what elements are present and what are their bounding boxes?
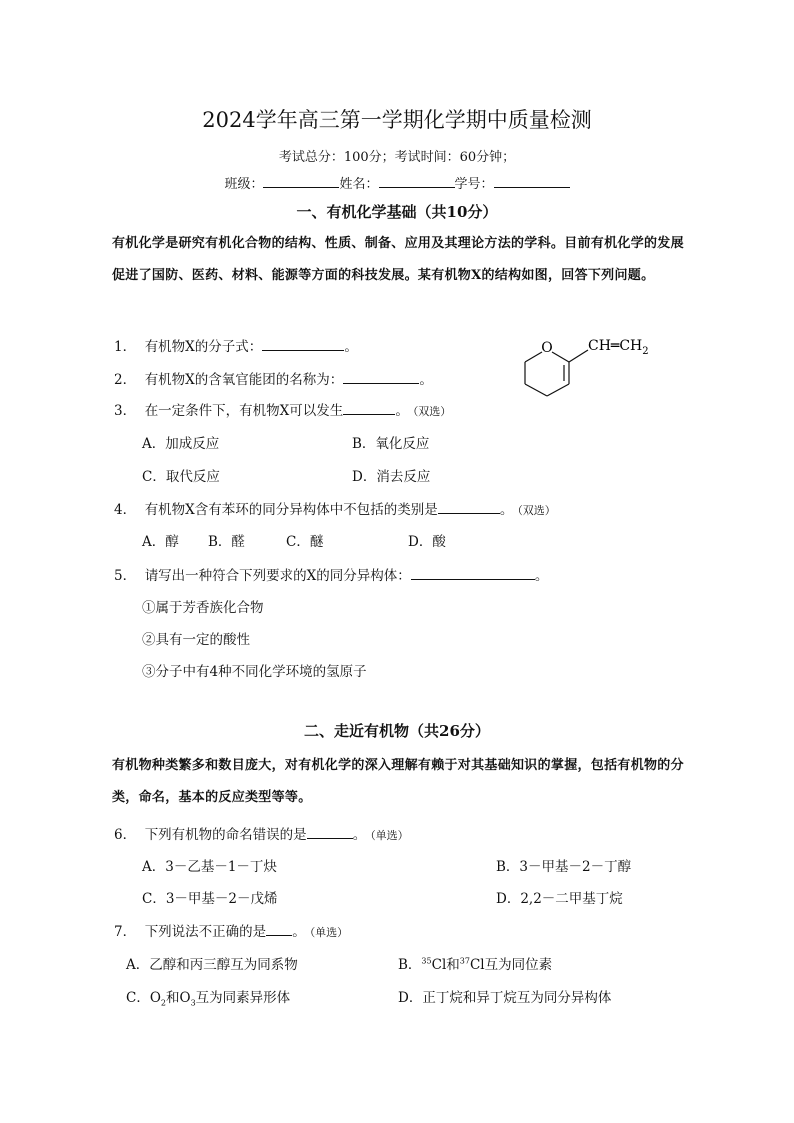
option-7c[interactable] xyxy=(126,986,290,1008)
answer-blank-3[interactable] xyxy=(343,400,395,415)
exam-meta: 考试总分：100分；考试时间：60分钟； xyxy=(278,150,516,165)
section2-intro: 有机物种类繁多和数目庞大，对有机化学的深入理解有赖于对其基础知识的掌握，包括有机物的分类，命名，基本的反应类型等等。 xyxy=(112,758,684,805)
question-7-hint: （单选） xyxy=(309,926,349,939)
question-4-hint: （双选） xyxy=(517,504,556,517)
option-7c-sub-2: 2 xyxy=(160,998,166,1008)
vinyl-group-label xyxy=(588,338,649,357)
option-6d[interactable]: D．2,2－二甲基丁烷 xyxy=(496,891,623,907)
exam-title: 2024学年高三第一学期化学期中质量检测 xyxy=(202,108,592,132)
question-5 xyxy=(114,564,548,584)
question-6-end: 。 xyxy=(352,827,367,843)
question-1-text: 有机物X的分子式： xyxy=(144,339,263,355)
question-3-number: 3． xyxy=(114,403,137,419)
option-3b[interactable]: B．氧化反应 xyxy=(352,436,430,452)
option-7c-mid: 和O xyxy=(166,990,191,1006)
option-7b-mass-37: 37 xyxy=(459,956,470,966)
question-3 xyxy=(114,399,451,419)
option-4d[interactable]: D．酸 xyxy=(408,534,446,550)
condition-3: ③分子中有4种不同化学环境的氢原子 xyxy=(142,664,367,680)
question-7-number: 7． xyxy=(114,924,137,940)
ring-bond-c5-c4 xyxy=(525,384,547,396)
question-4-text: 有机物X含有苯环的同分异构体中不包括的类别是 xyxy=(144,502,438,518)
option-4c[interactable]: C．醚 xyxy=(286,534,324,550)
option-6b[interactable]: B．3－甲基－2－丁醇 xyxy=(496,859,632,875)
option-7b-mass-35: 35 xyxy=(421,956,432,966)
option-7b[interactable] xyxy=(398,953,552,973)
question-6 xyxy=(114,823,409,843)
option-7c-prefix: C．O xyxy=(126,990,161,1006)
question-1-end: 。 xyxy=(344,339,358,355)
question-7 xyxy=(114,920,348,940)
option-3d[interactable]: D．消去反应 xyxy=(352,469,431,485)
section1-heading: 一、有机化学基础（共10分） xyxy=(296,203,498,221)
question-6-hint: （单选） xyxy=(370,829,409,842)
name-label: 姓名： xyxy=(339,177,379,192)
question-2-end: 。 xyxy=(419,372,433,388)
vinyl-subscript: 2 xyxy=(642,346,649,357)
oxygen-atom-label: O xyxy=(541,340,553,356)
answer-blank-7[interactable] xyxy=(266,921,292,936)
class-label: 班级： xyxy=(224,177,264,192)
question-6-text: 下列有机物的命名错误的是 xyxy=(144,827,307,843)
condition-2: ②具有一定的酸性 xyxy=(142,632,250,648)
ring-bond-c4-c3 xyxy=(547,384,569,396)
option-7b-suffix: Cl互为同位素 xyxy=(469,957,553,973)
option-7c-sub-3: 3 xyxy=(190,998,196,1008)
condition-1: ①属于芳香族化合物 xyxy=(142,600,264,616)
option-7b-mid: Cl和 xyxy=(431,957,460,973)
question-3-end: 。 xyxy=(395,403,409,419)
option-6a[interactable]: A．3－乙基－1－丁炔 xyxy=(142,859,277,875)
answer-blank-6[interactable] xyxy=(307,824,353,839)
option-3c[interactable]: C．取代反应 xyxy=(142,469,220,485)
answer-blank-1[interactable] xyxy=(262,336,344,351)
answer-blank-4[interactable] xyxy=(438,499,500,514)
name-field[interactable] xyxy=(379,173,455,188)
class-field[interactable] xyxy=(263,173,339,188)
option-3a[interactable]: A．加成反应 xyxy=(142,436,220,452)
question-7-text: 下列说法不正确的是 xyxy=(144,924,267,940)
option-7c-suffix: 互为同素异形体 xyxy=(195,990,291,1006)
substituent-bond xyxy=(569,350,588,362)
id-field[interactable] xyxy=(494,173,570,188)
question-5-number: 5． xyxy=(114,568,137,584)
question-2 xyxy=(114,368,433,388)
question-5-text: 请写出一种符合下列要求的X的同分异构体： xyxy=(144,568,411,584)
option-4a[interactable]: A．醇 xyxy=(142,534,179,550)
vinyl-text: CH═CH xyxy=(588,338,643,354)
question-1 xyxy=(114,335,358,355)
question-4-number: 4． xyxy=(114,502,137,518)
option-7d[interactable]: D．正丁烷和异丁烷互为同分异构体 xyxy=(398,990,612,1006)
question-7-end: 。 xyxy=(292,924,306,940)
question-2-text: 有机物X的含氧官能团的名称为： xyxy=(144,372,344,388)
ring-bond-o-c6 xyxy=(525,352,542,362)
question-3-hint: （双选） xyxy=(412,405,452,418)
structure-diagram xyxy=(508,330,678,400)
student-info-row xyxy=(0,173,794,192)
option-7a[interactable]: A．乙醇和丙三醇互为同系物 xyxy=(126,957,298,973)
question-2-number: 2． xyxy=(114,372,137,388)
ring-bond-c2-o xyxy=(552,352,569,362)
question-4 xyxy=(114,498,556,518)
option-4b[interactable]: B．醛 xyxy=(208,534,245,550)
question-3-text: 在一定条件下，有机物X可以发生 xyxy=(144,403,344,419)
id-label: 学号： xyxy=(454,177,494,192)
answer-blank-5[interactable] xyxy=(411,565,535,580)
question-6-number: 6． xyxy=(114,827,137,843)
section2-heading: 二、走近有机物（共26分） xyxy=(304,722,490,740)
question-5-end: 。 xyxy=(534,568,549,584)
option-7b-prefix: B． xyxy=(398,957,422,973)
answer-blank-2[interactable] xyxy=(343,369,419,384)
question-4-end: 。 xyxy=(499,502,514,518)
question-1-number: 1． xyxy=(114,339,137,355)
option-6c[interactable]: C．3－甲基－2－戊烯 xyxy=(142,891,278,907)
section1-intro: 有机化学是研究有机化合物的结构、性质、制备、应用及其理论方法的学科。目前有机化学的发展促进了国防、医药、材料、能源等方面的科技发展。某有机物X的结构如图，回答下列问题。 xyxy=(112,236,684,283)
